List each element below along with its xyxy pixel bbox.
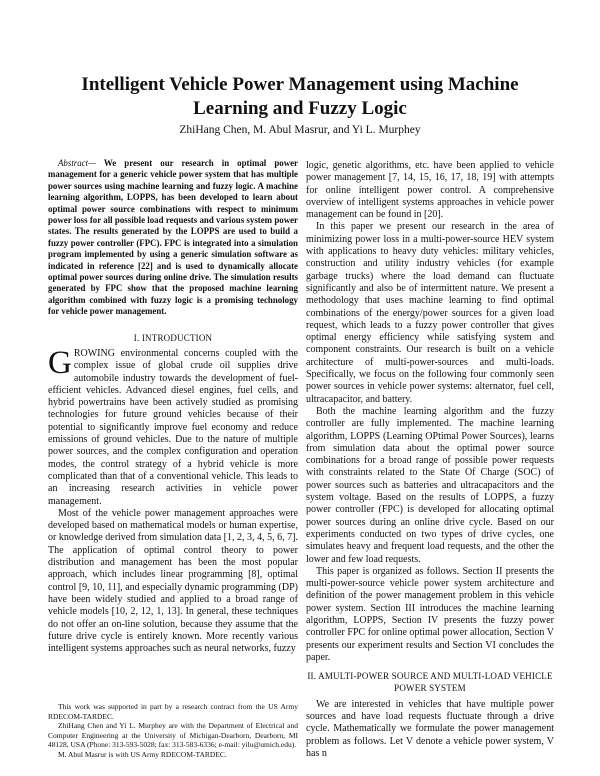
right-paragraph-1: logic, genetic algorithms, etc. have been applied to vehicle power management [7, 14, 15, 16, 17, 18, 19] with attempts for online intelligent power control. A comprehensive overview of intelligent systems approaches in vehicle power management can be found in [20]. bbox=[306, 160, 554, 221]
intro-first-word: ROWING bbox=[73, 347, 115, 359]
intro-paragraph-1: GROWING environmental concerns coupled with the complex issue of global crude oil supplies drive automobile industry towards the development of fuel-efficient vehicles. Advanced diesel engines, fuel cells, and hybrid powertrains have been actively studied as promising technologies for future ground vehicles because of their potential to significantly improve fuel economy and reduce emissions of ground vehicles. Due to the nature of multiple power sources, and the complex configuration and operation modes, the control strategy of a hybrid vehicle is more complicated than that of a conventional vehicle. This leads to an increasing research activities in vehicle power management. bbox=[48, 344, 298, 507]
drop-cap: G bbox=[48, 344, 72, 381]
footnote-affiliation: ZhiHang Chen and Yi L. Murphey are with the Department of Electrical and Computer Engineering at the University of Michigan-Dearborn, Dearborn, MI 48128, USA (Phone: 313-593-5028; fax: 313-583-6336; e-mail: yilu@umich.edu). bbox=[48, 721, 298, 749]
intro-paragraph-2: Most of the vehicle power management approaches were developed based on mathematical models or human expertise, or knowledge derived from simulation data [1, 2, 3, 4, 5, 6, 7]. The application of optimal control theory to power distribution and management has been the most popular approach, which includes linear programming [8], optimal control [9, 10, 11], and especially dynamic programming (DP) have been widely studied and applied to a broad range of vehicle models [10, 2, 12, 1, 13]. In general, these techniques do not offer an on-line solution, because they assume that the future drive cycle is entirely known. More recently various intelligent systems approaches such as neural networks, fuzzy bbox=[48, 507, 298, 655]
right-paragraph-5: We are interested in vehicles that have multiple power sources and have load requests fluctuate through a drive cycle. Mathematically we formulate the power management problem as follows. Let V denote a vehicle power system, V has n bbox=[306, 698, 554, 759]
paper-authors: ZhiHang Chen, M. Abul Masrur, and Yi L. Murphey bbox=[179, 124, 421, 136]
right-paragraph-2: In this paper we present our research in the area of minimizing power loss in a multi-power-source HEV system with applications to heavy duty vehicles: military vehicles, construction and utility industry vehicles (for example garbage trucks) where the load demand can fluctuate significantly and also be of intermittent nature. We present a methodology that uses machine learning to find optimal combinations of the energy/power sources for a given load request, which leads to a fuzzy power controller that gives optimal energy efficiency while satisfying system and component constraints. Our research is built on a vehicle architecture of multi-power-sources and multi-loads. Specifically, we focus on the following four commonly seen power sources in vehicle power systems: alternator, fuel cell, ultracapacitor, and battery. bbox=[306, 221, 554, 405]
left-column bbox=[48, 158, 298, 655]
abstract bbox=[48, 158, 298, 318]
paper-title: Intelligent Vehicle Power Management using Machine Learning and Fuzzy Logic bbox=[81, 74, 519, 119]
section-heading-system: II. AMULTI-POWER SOURCE AND MULTI-LOAD VEHICLE POWER SYSTEM bbox=[307, 671, 553, 694]
section-heading-introduction: I. INTRODUCTION bbox=[133, 332, 213, 343]
footnote-funding: This work was supported in part by a research contract from the US Army RDECOM-TARDEC. bbox=[48, 702, 298, 721]
footnote-rule bbox=[48, 694, 158, 695]
right-paragraph-4: This paper is organized as follows. Section II presents the multi-power-source vehicle power system architecture and definition of the power management problem in this vehicle power system. Section III introduces the machine learning algorithm, LOPPS, Section IV presents the fuzzy power controller FPC for online optimal power allocation, Section V presents our experiment results and Section VI concludes the paper. bbox=[306, 565, 554, 663]
right-paragraph-3: Both the machine learning algorithm and the fuzzy controller are fully implemented. The machine learning algorithm, LOPPS (Learning OPtimal Power Sources), learns from simulation data about the optimal power source combinations for a broad range of possible power requests with constraints related to the State Of Charge (SOC) of power sources such as batteries and ultracapacitors and the system voltage. Based on the results of LOPPS, a fuzzy power controller (FPC) is developed for allocating optimal power sources during an online drive cycle. Based on our experiments conducted on two types of drive cycles, one simulates heavy and frequent load requests, and the other the lower and few load requests. bbox=[306, 405, 554, 565]
right-column bbox=[306, 160, 554, 760]
footnotes bbox=[48, 702, 298, 759]
abstract-text: We present our research in optimal power management for a generic vehicle power system that has multiple power sources using machine learning and fuzzy logic. A machine learning algorithm, LOPPS, has been developed to learn about optimal power source combinations with respect to minimum power loss for all possible load requests and various system power states. The results generated by the LOPPS are used to build a fuzzy power controller (FPC). FPC is integrated into a simulation program implemented by using a generic simulation software as indicated in reference [22] and is used to dynamically allocate optimal power sources during online drive. The simulation results generated by FPC show that the proposed machine learning algorithm combined with fuzzy logic is a promising technology for vehicle power management. bbox=[48, 158, 298, 317]
footnote-masrur: M. Abul Masrur is with US Army RDECOM-TARDEC. bbox=[58, 749, 227, 759]
abstract-lead: Abstract— bbox=[58, 158, 96, 168]
